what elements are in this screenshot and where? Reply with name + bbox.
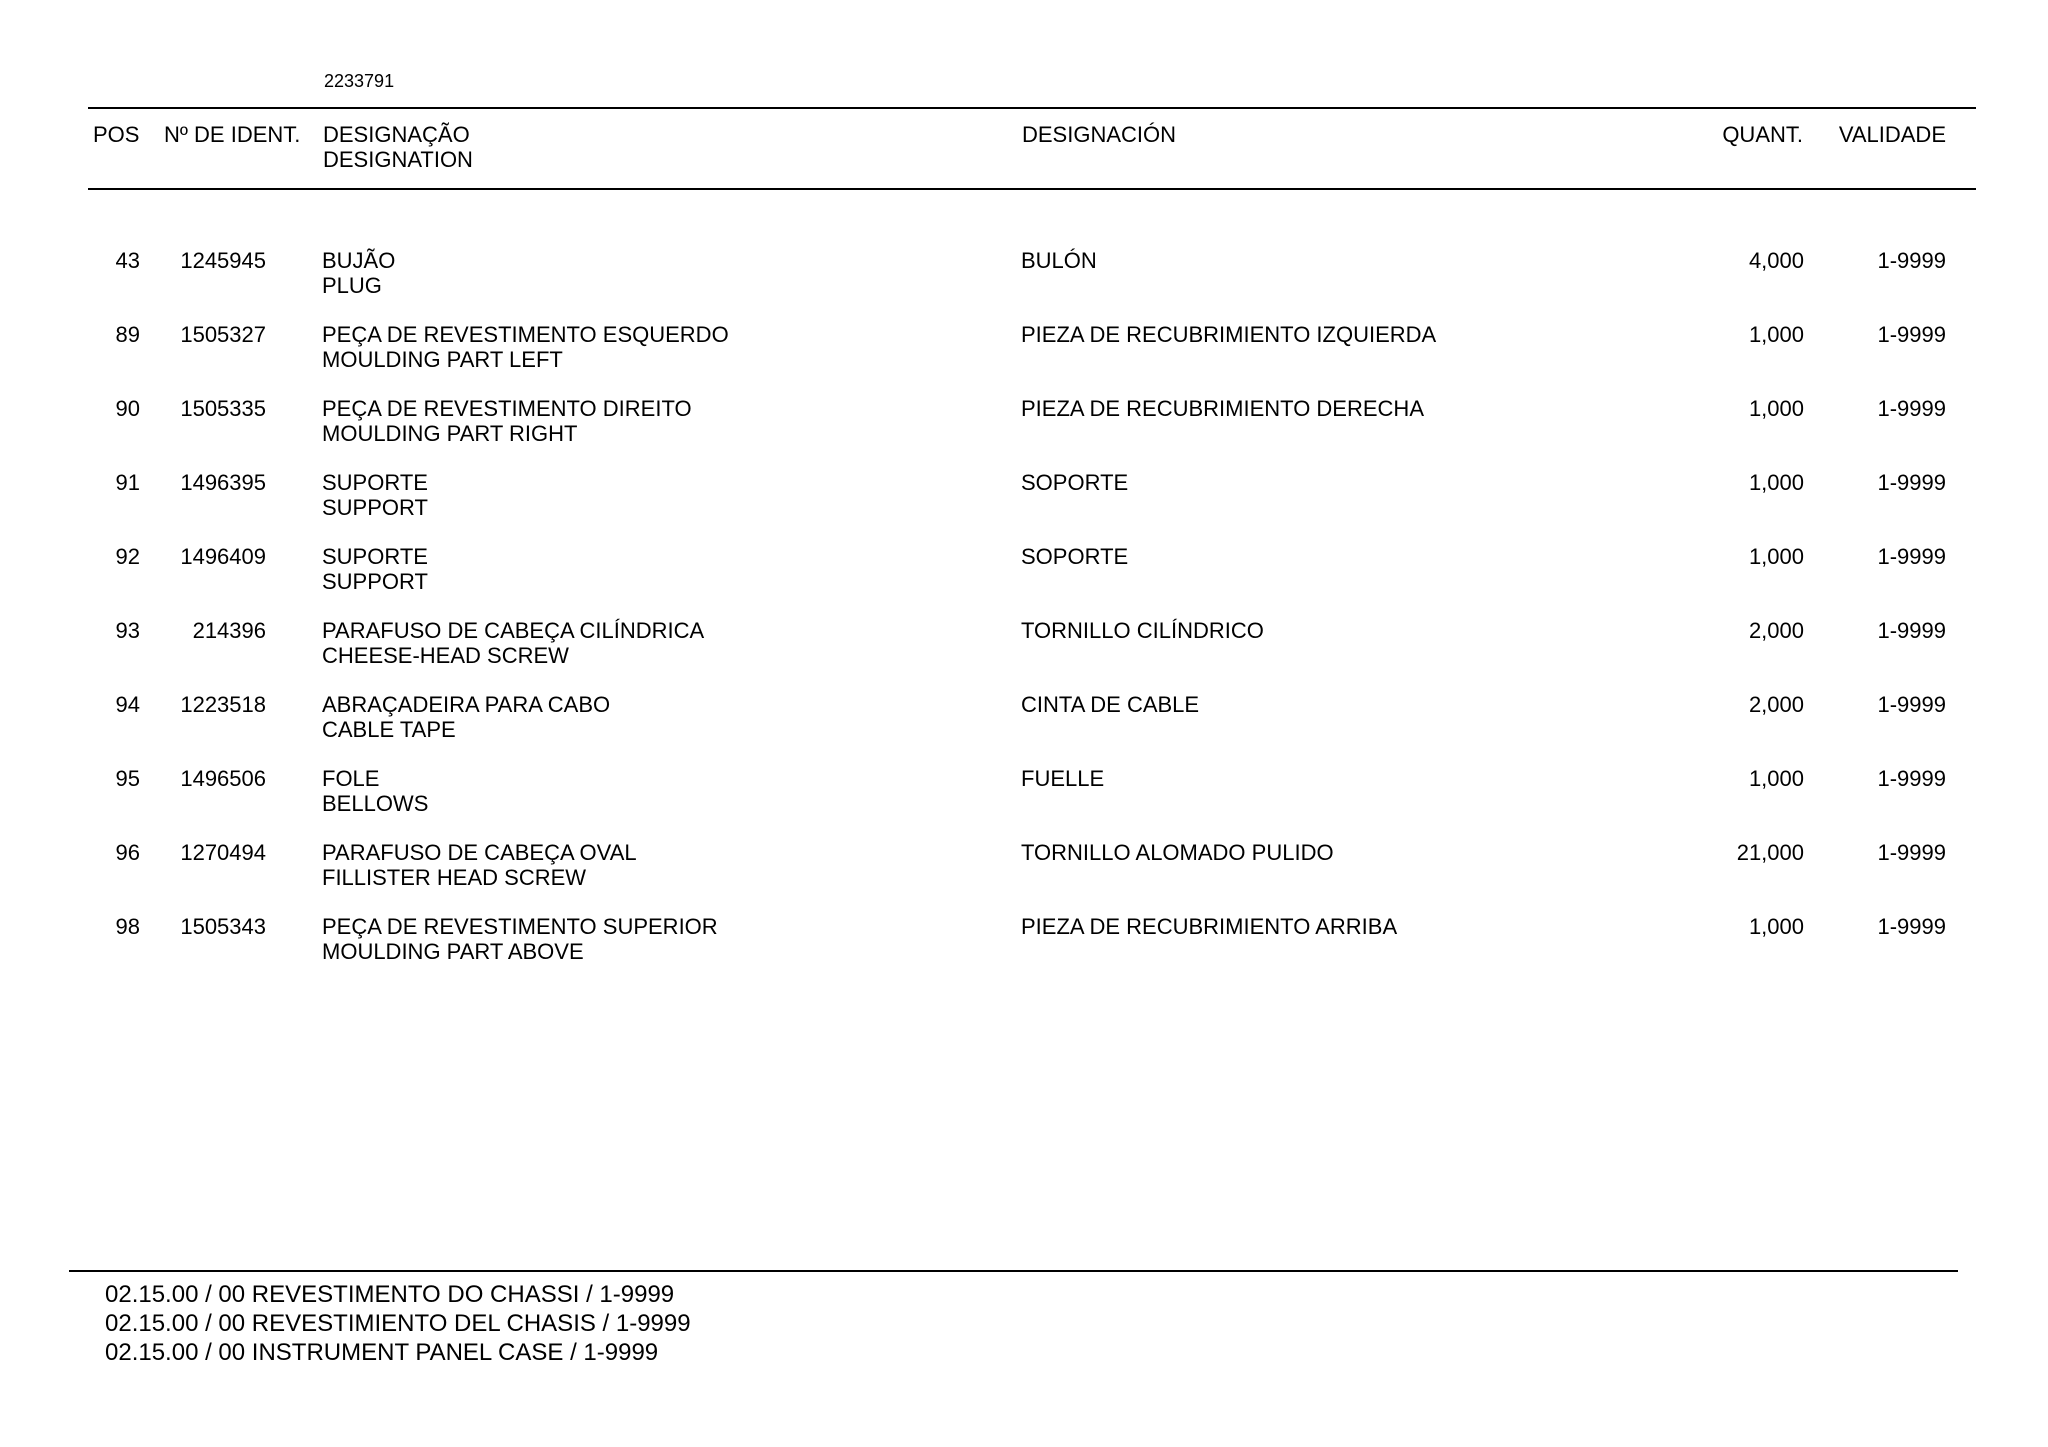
row-quantity: 1,000 [1748, 322, 1804, 347]
row-designation [322, 692, 610, 742]
row-designation [322, 396, 692, 446]
row-pos: 93 [115, 618, 140, 643]
row-quantity: 2,000 [1748, 618, 1804, 643]
row-designation-pt: SUPORTE [322, 544, 428, 569]
row-quantity: 4,000 [1748, 248, 1804, 273]
row-designation [322, 840, 637, 890]
row-pos: 91 [115, 470, 140, 495]
row-designation-en: MOULDING PART ABOVE [322, 939, 584, 964]
row-designation [322, 470, 428, 520]
row-quantity: 1,000 [1748, 914, 1804, 939]
row-validity: 1-9999 [1877, 544, 1946, 569]
row-validity: 1-9999 [1877, 248, 1946, 273]
row-designation-en: BELLOWS [322, 791, 429, 816]
row-designation-en: SUPPORT [322, 569, 428, 594]
row-pos: 94 [115, 692, 140, 717]
row-pos: 96 [115, 840, 140, 865]
row-validity: 1-9999 [1877, 618, 1946, 643]
row-designation-es: PIEZA DE RECUBRIMIENTO ARRIBA [1021, 914, 1398, 939]
row-designation-en: MOULDING PART RIGHT [322, 421, 578, 446]
row-ident: 1505335 [180, 396, 266, 421]
row-validity: 1-9999 [1877, 914, 1946, 939]
row-designation-pt: BUJÃO [322, 248, 396, 273]
header-top-rule [88, 107, 1976, 109]
row-ident: 1505327 [180, 322, 266, 347]
row-designation-pt: PARAFUSO DE CABEÇA CILÍNDRICA [322, 618, 705, 643]
header-validity: VALIDADE [1838, 122, 1946, 147]
header-bottom-rule [88, 188, 1976, 190]
row-validity: 1-9999 [1877, 840, 1946, 865]
header-ident: Nº DE IDENT. [164, 122, 301, 147]
row-validity: 1-9999 [1877, 470, 1946, 495]
row-quantity: 2,000 [1748, 692, 1804, 717]
table-row [0, 470, 2048, 530]
row-ident: 1505343 [180, 914, 266, 939]
row-designation-pt: PEÇA DE REVESTIMENTO SUPERIOR [322, 914, 718, 939]
row-ident: 1245945 [180, 248, 266, 273]
row-designation-es: BULÓN [1021, 248, 1097, 273]
row-designation-es: TORNILLO CILÍNDRICO [1021, 618, 1264, 643]
table-row [0, 692, 2048, 752]
row-pos: 95 [115, 766, 140, 791]
table-row [0, 618, 2048, 678]
row-designation-es: SOPORTE [1021, 544, 1129, 569]
table-row [0, 840, 2048, 900]
row-pos: 43 [115, 248, 140, 273]
row-ident: 1496395 [180, 470, 266, 495]
row-designation-en: FILLISTER HEAD SCREW [322, 865, 587, 890]
table-row [0, 544, 2048, 604]
row-designation-es: CINTA DE CABLE [1021, 692, 1200, 717]
row-designation-es: FUELLE [1021, 766, 1105, 791]
header-pos: POS [93, 122, 140, 147]
row-designation-es: PIEZA DE RECUBRIMIENTO IZQUIERDA [1021, 322, 1437, 347]
document-number: 2233791 [324, 71, 395, 91]
row-designation [322, 914, 718, 964]
row-quantity: 1,000 [1748, 544, 1804, 569]
row-validity: 1-9999 [1877, 322, 1946, 347]
table-row [0, 766, 2048, 826]
row-designation [322, 322, 729, 372]
row-designation-es: TORNILLO ALOMADO PULIDO [1021, 840, 1334, 865]
row-designation [322, 248, 395, 298]
row-ident: 1270494 [180, 840, 266, 865]
table-row [0, 914, 2048, 974]
table-row [0, 322, 2048, 382]
row-pos: 92 [115, 544, 140, 569]
row-pos: 98 [115, 914, 140, 939]
row-designation-pt: PARAFUSO DE CABEÇA OVAL [322, 840, 637, 865]
row-pos: 90 [115, 396, 140, 421]
row-designation-pt: PEÇA DE REVESTIMENTO ESQUERDO [322, 322, 729, 347]
row-designation-en: CHEESE-HEAD SCREW [322, 643, 569, 668]
header-designation-es: DESIGNACIÓN [1022, 122, 1177, 147]
row-quantity: 1,000 [1748, 470, 1804, 495]
row-designation [322, 618, 704, 668]
header-quantity: QUANT. [1722, 122, 1803, 147]
row-designation-en: PLUG [322, 273, 382, 298]
row-designation-es: PIEZA DE RECUBRIMIENTO DERECHA [1021, 396, 1424, 421]
row-designation-pt: SUPORTE [322, 470, 428, 495]
footer-line-pt: 02.15.00 / 00 REVESTIMENTO DO CHASSI / 1-9999 [105, 1281, 675, 1308]
row-ident: 1223518 [180, 692, 266, 717]
header-designation [323, 122, 473, 172]
row-designation-pt: FOLE [322, 766, 380, 791]
row-quantity: 1,000 [1748, 396, 1804, 421]
footer-line-es: 02.15.00 / 00 REVESTIMIENTO DEL CHASIS / 1-9999 [105, 1310, 691, 1337]
row-pos: 89 [115, 322, 140, 347]
row-designation-en: MOULDING PART LEFT [322, 347, 563, 372]
row-validity: 1-9999 [1877, 692, 1946, 717]
row-designation-pt: PEÇA DE REVESTIMENTO DIREITO [322, 396, 692, 421]
table-row [0, 248, 2048, 308]
row-quantity: 1,000 [1748, 766, 1804, 791]
row-designation [322, 544, 428, 594]
row-designation [322, 766, 428, 816]
row-validity: 1-9999 [1877, 766, 1946, 791]
row-validity: 1-9999 [1877, 396, 1946, 421]
header-designation-en: DESIGNATION [323, 147, 473, 172]
row-ident: 1496409 [180, 544, 266, 569]
row-quantity: 21,000 [1736, 840, 1804, 865]
footer-line-en: 02.15.00 / 00 INSTRUMENT PANEL CASE / 1-9999 [105, 1339, 659, 1366]
header-designation-pt: DESIGNAÇÃO [323, 122, 470, 147]
row-designation-pt: ABRAÇADEIRA PARA CABO [322, 692, 611, 717]
row-designation-es: SOPORTE [1021, 470, 1129, 495]
row-ident: 1496506 [180, 766, 266, 791]
footer-rule [69, 1270, 1958, 1272]
row-designation-en: SUPPORT [322, 495, 428, 520]
table-row [0, 396, 2048, 456]
row-designation-en: CABLE TAPE [322, 717, 456, 742]
row-ident: 214396 [192, 618, 266, 643]
